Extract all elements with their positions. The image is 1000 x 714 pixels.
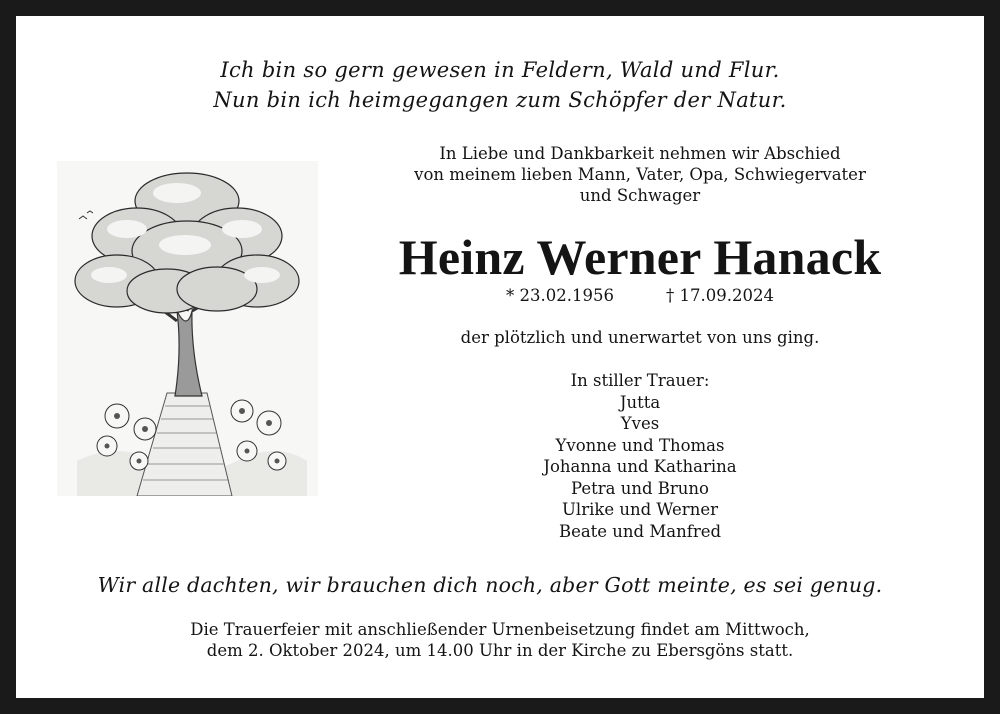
mourner-name: Yves: [620, 414, 660, 433]
life-dates: [330, 286, 950, 305]
death-date: † 17.09.2024: [666, 286, 774, 305]
mourners-list: [330, 370, 950, 542]
funeral-service-info: [0, 619, 1000, 661]
deceased-name: Heinz Werner Hanack: [398, 229, 882, 285]
service-line-2: dem 2. Oktober 2024, um 14.00 Uhr in der Kirche zu Ebersgöns statt.: [206, 641, 794, 660]
farewell-intro: [330, 143, 950, 206]
passing-text: der plötzlich und unerwartet von uns ging.: [460, 328, 820, 347]
mourners-heading: In stiller Trauer:: [570, 371, 710, 390]
mourner-name: Beate und Manfred: [558, 521, 722, 541]
mourner-name: Ulrike und Werner: [562, 500, 718, 519]
intro-line-1: In Liebe und Dankbarkeit nehmen wir Abschied: [439, 144, 841, 163]
mourner-name: Yvonne und Thomas: [555, 435, 725, 455]
verse-line-1: Ich bin so gern gewesen in Feldern, Wald und Flur.: [220, 58, 780, 82]
service-line-1: Die Trauerfeier mit anschließender Urnenbeisetzung findet am Mittwoch,: [190, 620, 810, 639]
intro-line-2: von meinem lieben Mann, Vater, Opa, Schwiegervater: [414, 165, 866, 184]
mourner-name: Petra und Bruno: [571, 478, 709, 498]
mourner-name: Johanna und Katharina: [543, 457, 737, 476]
birth-date: * 23.02.1956: [506, 286, 614, 305]
mourner-name: Jutta: [619, 392, 661, 412]
closing-quote: Wir alle dachten, wir brauchen dich noch, aber Gott meinte, es sei genug.: [97, 573, 883, 597]
intro-line-3: und Schwager: [579, 186, 701, 205]
tree-icon: [57, 161, 318, 496]
verse-line-2: Nun bin ich heimgegangen zum Schöpfer der Natur.: [213, 88, 787, 112]
tree-illustration: [57, 161, 318, 496]
